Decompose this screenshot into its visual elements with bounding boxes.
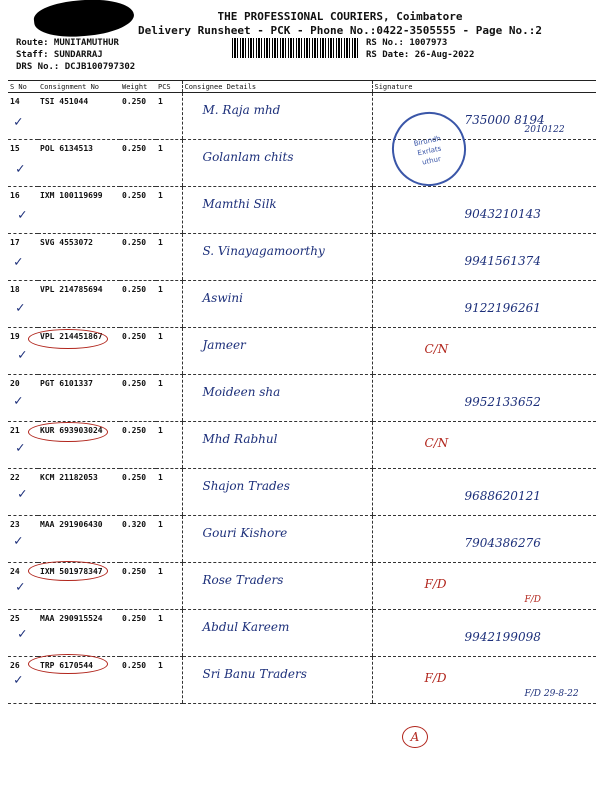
- col-weight: Weight: [120, 81, 156, 93]
- col-signature: Signature: [372, 81, 596, 93]
- row-signature: [372, 610, 596, 657]
- row-weight: 0.250: [120, 563, 156, 610]
- check-mark-icon: ✓: [18, 346, 27, 363]
- runsheet-table: [8, 80, 596, 704]
- signature-note: 9688620121: [464, 489, 541, 503]
- signature-note: 735000 8194: [464, 113, 545, 127]
- signature-note: 9043210143: [464, 207, 541, 221]
- runsheet-title: Delivery Runsheet - PCK - Phone No.:0422-3505555 - Page No.:2: [138, 24, 542, 37]
- signature-note: C/N: [424, 342, 449, 356]
- signature-note: F/D: [424, 577, 447, 591]
- row-weight: 0.250: [120, 140, 156, 187]
- circled-consignment-mark: [28, 422, 108, 442]
- row-consignee: [182, 516, 372, 563]
- row-consignee: [182, 187, 372, 234]
- row-signature: [372, 187, 596, 234]
- row-sno: 17: [8, 234, 38, 281]
- check-mark-icon: ✓: [14, 532, 23, 549]
- row-consignment: KUR 693903024: [38, 422, 120, 469]
- consignee-handwriting: Mamthi Silk: [202, 197, 277, 211]
- row-sno: 22: [8, 469, 38, 516]
- check-mark-icon: ✓: [16, 300, 25, 316]
- signature-note-secondary: 2010122: [524, 125, 565, 135]
- row-pcs: 1: [156, 187, 182, 234]
- check-mark-icon: ✓: [14, 672, 23, 688]
- row-pcs: 1: [156, 422, 182, 469]
- consignee-handwriting: Shajon Trades: [202, 479, 290, 493]
- check-mark-icon: ✓: [18, 625, 27, 642]
- row-weight: 0.250: [120, 234, 156, 281]
- signature-note: 9122196261: [464, 301, 541, 315]
- circled-mark: A: [402, 726, 428, 748]
- row-sno: 21: [8, 422, 38, 469]
- row-consignee: [182, 234, 372, 281]
- signature-note: C/N: [424, 436, 449, 450]
- table-row: [8, 516, 596, 563]
- signature-note: 9952133652: [464, 395, 541, 409]
- row-consignee: [182, 281, 372, 328]
- table-row: [8, 187, 596, 234]
- row-pcs: 1: [156, 563, 182, 610]
- row-consignee: [182, 657, 372, 704]
- row-consignee: [182, 610, 372, 657]
- row-weight: 0.250: [120, 328, 156, 375]
- row-weight: 0.250: [120, 281, 156, 328]
- row-consignment: TSI 451044: [38, 93, 120, 140]
- col-details: Consignee Details: [182, 81, 372, 93]
- row-sno: 19: [8, 328, 38, 375]
- row-weight: 0.250: [120, 610, 156, 657]
- consignee-handwriting: Abdul Kareem: [202, 620, 290, 634]
- row-consignment: KCM 21182053: [38, 469, 120, 516]
- consignee-handwriting: M. Raja mhd: [202, 103, 281, 117]
- row-weight: 0.250: [120, 187, 156, 234]
- consignee-handwriting: Jameer: [202, 338, 246, 352]
- row-signature: [372, 657, 596, 704]
- row-pcs: 1: [156, 328, 182, 375]
- consignee-handwriting: S. Vinayagamoorthy: [202, 244, 325, 258]
- row-sno: 25: [8, 610, 38, 657]
- row-sno: 24: [8, 563, 38, 610]
- row-signature: [372, 281, 596, 328]
- route-label: Route: MUNITAMUTHUR: [16, 38, 119, 48]
- table-row: [8, 281, 596, 328]
- row-consignment: SVG 4553072: [38, 234, 120, 281]
- row-weight: 0.250: [120, 469, 156, 516]
- table-row: [8, 234, 596, 281]
- circled-consignment-mark: [28, 329, 108, 349]
- check-mark-icon: ✓: [18, 486, 27, 502]
- table-row: [8, 469, 596, 516]
- row-consignment: MAA 290915524: [38, 610, 120, 657]
- company-title: THE PROFESSIONAL COURIERS, Coimbatore: [217, 10, 463, 23]
- row-sno: 26: [8, 657, 38, 704]
- row-consignment: PGT 6101337: [38, 375, 120, 422]
- row-sno: 14: [8, 93, 38, 140]
- row-pcs: 1: [156, 469, 182, 516]
- row-consignment: MAA 291906430: [38, 516, 120, 563]
- col-sno: S No: [8, 81, 38, 93]
- row-consignment: VPL 214785694: [38, 281, 120, 328]
- row-consignee: [182, 422, 372, 469]
- row-weight: 0.250: [120, 422, 156, 469]
- staff-label: Staff: SUNDARRAJ: [16, 50, 103, 60]
- signature-note-secondary: F/D: [524, 595, 541, 605]
- check-mark-icon: ✓: [16, 579, 25, 595]
- check-mark-icon: ✓: [14, 114, 23, 130]
- row-pcs: 1: [156, 657, 182, 704]
- row-consignment: IXM 501978347: [38, 563, 120, 610]
- barcode: [232, 38, 358, 58]
- table-row: [8, 93, 596, 140]
- table-row: [8, 140, 596, 187]
- row-consignee: [182, 375, 372, 422]
- row-pcs: 1: [156, 610, 182, 657]
- check-mark-icon: ✓: [16, 439, 25, 456]
- row-pcs: 1: [156, 93, 182, 140]
- row-sno: 18: [8, 281, 38, 328]
- row-consignee: [182, 563, 372, 610]
- check-mark-icon: ✓: [18, 207, 27, 223]
- row-consignee: [182, 93, 372, 140]
- row-sno: 23: [8, 516, 38, 563]
- rs-date: RS Date: 26-Aug-2022: [366, 50, 475, 60]
- row-pcs: 1: [156, 281, 182, 328]
- circled-consignment-mark: [28, 654, 108, 674]
- row-signature: [372, 328, 596, 375]
- row-signature: [372, 422, 596, 469]
- col-consignment: Consignment No: [38, 81, 120, 93]
- row-weight: 0.250: [120, 375, 156, 422]
- consignee-handwriting: Gouri Kishore: [202, 526, 288, 540]
- row-weight: 0.250: [120, 93, 156, 140]
- check-mark-icon: ✓: [16, 160, 25, 177]
- signature-note: F/D: [424, 671, 447, 685]
- row-consignment: TRP 6170544: [38, 657, 120, 704]
- check-mark-icon: ✓: [14, 393, 23, 409]
- stamp-line3: uthur: [421, 154, 442, 167]
- consignee-handwriting: Sri Banu Traders: [202, 667, 307, 681]
- consignee-handwriting: Aswini: [202, 291, 243, 305]
- row-signature: [372, 375, 596, 422]
- consignee-handwriting: Moideen sha: [202, 385, 281, 399]
- circled-consignment-mark: [28, 561, 108, 581]
- row-consignment: IXM 100119699: [38, 187, 120, 234]
- row-consignee: [182, 140, 372, 187]
- row-consignment: VPL 214451867: [38, 328, 120, 375]
- row-consignee: [182, 469, 372, 516]
- row-weight: 0.250: [120, 657, 156, 704]
- col-pcs: PCS: [156, 81, 182, 93]
- check-mark-icon: ✓: [14, 253, 23, 270]
- stamp-line2: Exrlats: [416, 144, 443, 158]
- row-pcs: 1: [156, 140, 182, 187]
- consignee-handwriting: Golanlam chits: [202, 150, 294, 164]
- row-sno: 20: [8, 375, 38, 422]
- consignee-handwriting: Mhd Rabhul: [202, 432, 278, 446]
- rs-number: RS No.: 1007973: [366, 38, 448, 48]
- table-row: [8, 610, 596, 657]
- signature-note: 9941561374: [464, 254, 541, 268]
- row-signature: [372, 469, 596, 516]
- row-sno: 16: [8, 187, 38, 234]
- signature-note-secondary: F/D 29-8-22: [524, 689, 579, 699]
- row-signature: [372, 563, 596, 610]
- row-consignee: [182, 328, 372, 375]
- stamp-line1: Birundh: [413, 134, 442, 148]
- drs-number: DRS No.: DCJB100797302: [16, 62, 136, 72]
- table-header-row: [8, 81, 596, 93]
- row-signature: [372, 516, 596, 563]
- consignee-handwriting: Rose Traders: [202, 573, 284, 587]
- row-pcs: 1: [156, 234, 182, 281]
- signature-note: 9942199098: [464, 630, 541, 644]
- row-weight: 0.320: [120, 516, 156, 563]
- row-consignment: POL 6134513: [38, 140, 120, 187]
- table-row: [8, 375, 596, 422]
- row-pcs: 1: [156, 516, 182, 563]
- signature-note: 7904386276: [464, 536, 541, 550]
- row-pcs: 1: [156, 375, 182, 422]
- row-signature: [372, 234, 596, 281]
- row-sno: 15: [8, 140, 38, 187]
